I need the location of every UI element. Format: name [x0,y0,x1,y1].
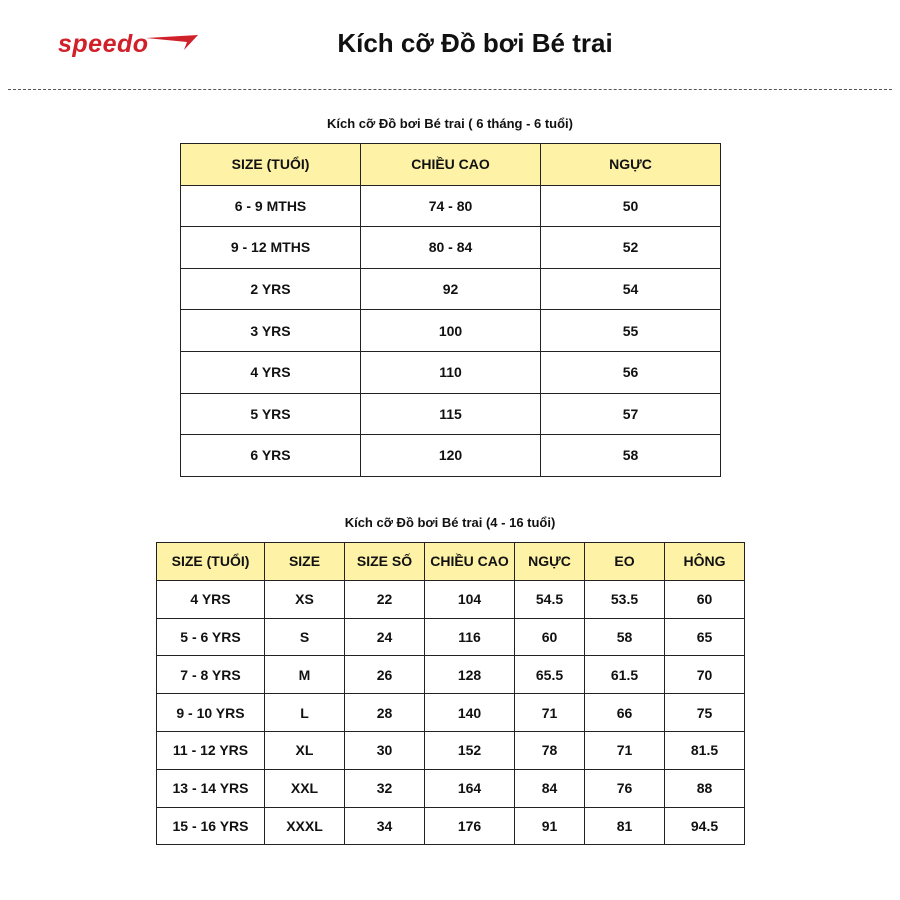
table-cell: 52 [541,227,721,269]
table-cell: 128 [425,656,515,694]
table-cell: 70 [665,656,745,694]
table-cell: 54.5 [515,580,585,618]
table-cell: 88 [665,769,745,807]
table-cell: L [265,694,345,732]
table-cell: 50 [541,185,721,227]
table-cell: 5 - 6 YRS [157,618,265,656]
column-header-size: SIZE [265,543,345,581]
size-table-kids [156,542,745,845]
table-header-row [181,144,721,186]
table-cell: 78 [515,731,585,769]
table-cell: 3 YRS [181,310,361,352]
table-row [181,351,721,393]
table-cell: XS [265,580,345,618]
table-cell: 164 [425,769,515,807]
table-cell: 56 [541,351,721,393]
table-cell: S [265,618,345,656]
table-cell: 91 [515,807,585,845]
table-cell: 32 [345,769,425,807]
column-header-hip: HÔNG [665,543,745,581]
table-row [157,731,745,769]
table-cell: 4 YRS [181,351,361,393]
table-cell: XL [265,731,345,769]
table-cell: 60 [665,580,745,618]
table-cell: XXXL [265,807,345,845]
column-header-waist: EO [585,543,665,581]
table1-caption: Kích cỡ Đồ bơi Bé trai ( 6 tháng - 6 tuổi) [327,116,573,131]
table-cell: 55 [541,310,721,352]
table-cell: 65 [665,618,745,656]
table-row [157,769,745,807]
table-row [157,656,745,694]
table-cell: 13 - 14 YRS [157,769,265,807]
page-title: Kích cỡ Đồ bơi Bé trai [337,28,613,58]
table-cell: M [265,656,345,694]
logo-wordmark: speedo [58,30,149,58]
column-header-size-number: SIZE SỐ [345,543,425,581]
table-cell: 152 [425,731,515,769]
table-cell: 24 [345,618,425,656]
column-header-height: CHIỀU CAO [361,144,541,186]
table-cell: 92 [361,268,541,310]
table-row [181,185,721,227]
table-cell: 84 [515,769,585,807]
table-row [181,227,721,269]
table-row [157,618,745,656]
table-cell: 75 [665,694,745,732]
dashed-divider [8,89,892,90]
table-cell: 120 [361,435,541,477]
table-cell: 60 [515,618,585,656]
table-cell: 30 [345,731,425,769]
table-cell: 81 [585,807,665,845]
column-header-chest: NGỰC [515,543,585,581]
table-cell: 100 [361,310,541,352]
table-row [181,393,721,435]
table-cell: 6 - 9 MTHS [181,185,361,227]
table-cell: 94.5 [665,807,745,845]
size-table-infant [180,143,721,477]
table-cell: 66 [585,694,665,732]
table-cell: 71 [515,694,585,732]
column-header-chest: NGỰC [541,144,721,186]
table-cell: 176 [425,807,515,845]
column-header-size: SIZE (TUỔI) [181,144,361,186]
table-cell: 28 [345,694,425,732]
table-row [181,310,721,352]
table-cell: 81.5 [665,731,745,769]
table-cell: 9 - 12 MTHS [181,227,361,269]
table-row [181,268,721,310]
table-cell: 53.5 [585,580,665,618]
table-cell: 104 [425,580,515,618]
column-header-height: CHIỀU CAO [425,543,515,581]
table-row [157,694,745,732]
table-cell: 65.5 [515,656,585,694]
table-cell: 26 [345,656,425,694]
table-cell: 7 - 8 YRS [157,656,265,694]
table-cell: 57 [541,393,721,435]
table-cell: 76 [585,769,665,807]
table-row [157,807,745,845]
table-cell: 140 [425,694,515,732]
table-cell: 61.5 [585,656,665,694]
table-cell: 9 - 10 YRS [157,694,265,732]
table-cell: 71 [585,731,665,769]
table-cell: 115 [361,393,541,435]
table-cell: 2 YRS [181,268,361,310]
table-cell: 34 [345,807,425,845]
table-cell: 5 YRS [181,393,361,435]
table-cell: 110 [361,351,541,393]
table-row [157,580,745,618]
table-cell: 22 [345,580,425,618]
table-cell: 80 - 84 [361,227,541,269]
table-cell: 58 [541,435,721,477]
table-row [181,435,721,477]
table-cell: 116 [425,618,515,656]
table-cell: 54 [541,268,721,310]
table-cell: 58 [585,618,665,656]
table-cell: XXL [265,769,345,807]
table-cell: 6 YRS [181,435,361,477]
table-header-row [157,543,745,581]
column-header-size-age: SIZE (TUỔI) [157,543,265,581]
table-cell: 11 - 12 YRS [157,731,265,769]
table-cell: 74 - 80 [361,185,541,227]
table2-caption: Kích cỡ Đồ bơi Bé trai (4 - 16 tuổi) [344,515,556,530]
table-cell: 15 - 16 YRS [157,807,265,845]
table-cell: 4 YRS [157,580,265,618]
